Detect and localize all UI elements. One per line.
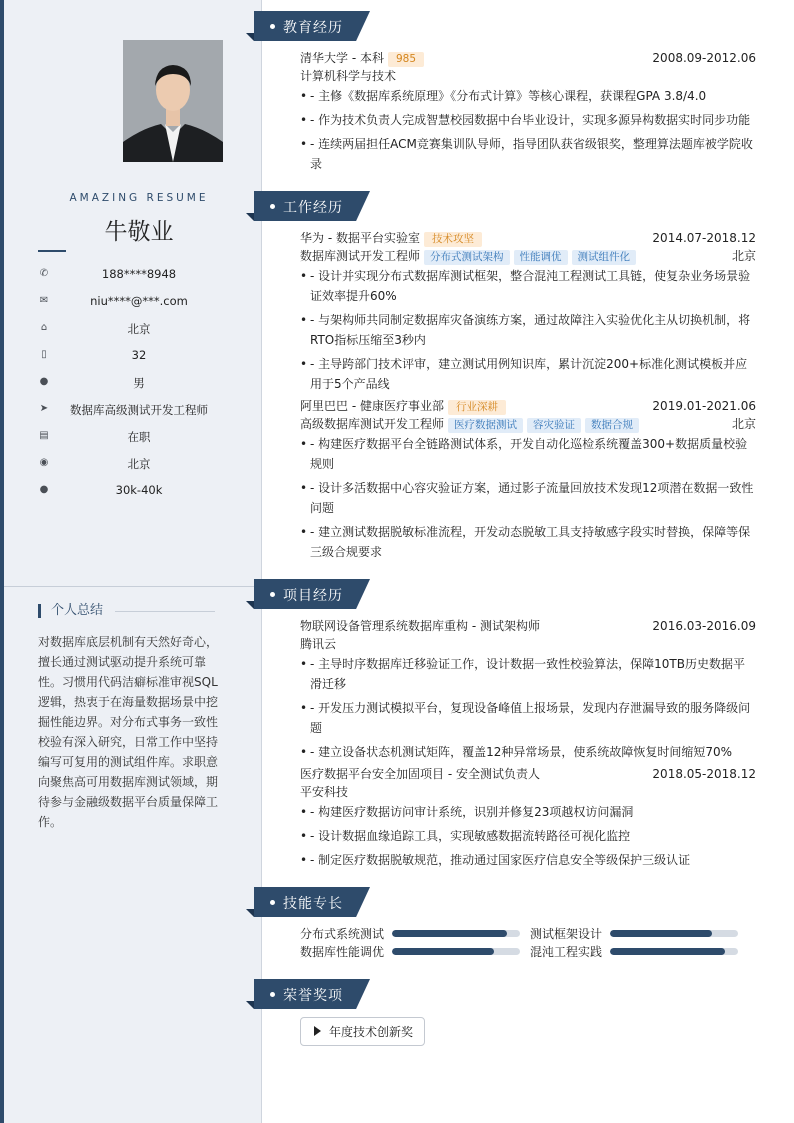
work-header xyxy=(300,398,756,415)
section-title: 教育经历 xyxy=(283,20,343,36)
section-header-projects xyxy=(246,579,376,613)
skill-tag: 医疗数据测试 xyxy=(448,418,523,433)
skill-label: 混沌工程实践 xyxy=(530,945,603,959)
project-org: 腾讯云 xyxy=(300,637,337,651)
project-title: 物联网设备管理系统数据库重构 - 测试架构师 xyxy=(300,619,540,633)
info-text: 男 xyxy=(133,376,145,390)
sidebar-divider xyxy=(4,586,261,587)
skill-bar xyxy=(392,948,520,955)
work-city: 北京 xyxy=(731,249,756,263)
contact-info-list xyxy=(36,263,246,506)
briefcase-icon: ▤ xyxy=(39,430,49,441)
job-title: 数据库测试开发工程师 xyxy=(300,249,421,263)
info-row-salary xyxy=(36,479,246,506)
company-tag: 行业深耕 xyxy=(448,400,506,415)
skill-bar xyxy=(610,948,738,955)
work-role-row xyxy=(300,248,756,265)
info-row-phone xyxy=(36,263,246,290)
skill-label: 数据库性能调优 xyxy=(300,945,385,959)
info-row-email xyxy=(36,290,246,317)
name-underline xyxy=(38,250,66,252)
info-row-position xyxy=(36,398,246,425)
skill-label: 测试框架设计 xyxy=(530,927,603,941)
job-title: 高级数据库测试开发工程师 xyxy=(300,417,445,431)
info-row-home xyxy=(36,317,246,344)
section-header-education xyxy=(246,11,376,45)
skill-label: 分布式系统测试 xyxy=(300,927,385,941)
info-row-gender xyxy=(36,371,246,398)
info-row-age xyxy=(36,344,246,371)
section-title: 技能专长 xyxy=(283,896,343,912)
summary-title-line xyxy=(115,611,215,612)
phone-icon: ✆ xyxy=(39,268,49,279)
education-date: 2008.09-2012.06 xyxy=(652,51,756,65)
company-tag: 技术攻坚 xyxy=(424,232,482,247)
project-org: 平安科技 xyxy=(300,785,349,799)
work-date: 2019.01-2021.06 xyxy=(652,399,756,413)
summary-text: 对数据库底层机制有天然好奇心，擅长通过测试驱动提升系统可靠性。习惯用代码洁癖标准审视SQL逻辑，热衷于在海量数据场景中挖掘性能边界。对分布式事务一致性校验有深入研究，日常工作中坚持编写可复用的测试组件库。求职意向聚焦高可用数据库测试领域，期待参与金融级数据平台质量保障工作。 xyxy=(38,635,219,829)
info-text: 在职 xyxy=(127,430,151,444)
home-icon: ⌂ xyxy=(40,322,48,333)
skill-tag: 容灾验证 xyxy=(527,418,581,433)
resume-page: AMAZING RESUME 牛敬业 ✆ 188****8948 ✉ niu****@***.com ⌂ 北京 ▯ 32 ● 男 ➤ 数据库高级测试开发工程师 ▤ 在职 ◉ 北京 ● 30k-40k 个人总结 对数据库底层机制有天然好奇心，擅长通过测试驱动提升系统可靠性。习惯用代码洁癖标准审视SQL逻辑，热衷于在海量数据场景中挖掘性能边界。对分布式事务一致性校验有深入研究，日常工作中坚持编写可复用的测试组件库。求职意向聚焦高可用数据库测试领域，期待参与金融级数据平台质量保障工作。 教育经历 清华大学 - 本科 985 2008.09-2012.06 计算机科学与技术 • - 主修《数据库系统原理》《分布式计算》等核心课程，获课程GPA 3.8/4.0 • - 作为技术负责人完成智慧校园数据中台毕业设计，实现多源异构数据实时同步功能 • - 连续两届担任ACM竞赛集训队导师，指导团队获省级银奖，整理算法题库被学院收录 工作经历 华为 - 数据平台实验室 技术攻坚 2014.07-2018.12 数据库测试开发工程师 分布式测试架构 性能调优 测试组件化 北京 • - 设计并实现分布式数据库测试框架，整合混沌工程测试工具链，使复杂业务场景验证效率提升60% • - 与架构师共同制定数据库灾备演练方案，通过故障注入实验优化主从切换机制，将RTO指标压缩至3秒内 • - 主导跨部门技术评审，建立测试用例知识库，累计沉淀200+标准化测试模板并应用于5个产品线 阿里巴巴 - 健康医疗事业部 行业深耕 2019.01-2021.06 高级数据库测试开发工程师 医疗数据测试 容灾验证 数据合规 北京 • - 构建医疗数据平台全链路测试体系，开发自动化巡检系统覆盖300+数据质量校验规则 • - 设计多活数据中心容灾验证方案，通过影子流量回放技术发现12项潜在数据一致性问题 • - 建立测试数据脱敏标准流程，开发动态脱敏工具支持敏感字段实时替换，保障等保三级合规要求 项目经历 物联网设备管理系统数据库重构 - 测试架构师 2016.03-2016.09 腾讯云 • - 主导时序数据库迁移验证工作，设计数据一致性校验算法，保障10TB历史数据平滑迁移 • - 开发压力测试模拟平台，复现设备峰值上报场景，发现内存泄漏导致的服务降级问题 • - 建立设备状态机测试矩阵，覆盖12种异常场景，使系统故障恢复时间缩短70% 医疗数据平台安全加固项目 - 安全测试负责人 2018.05-2018.12 平安科技 • - 构建医疗数据访问审计系统，识别并修复23项越权访问漏洞 • - 设计数据血缘追踪工具，实现敏感数据流转路径可视化监控 • - 制定医疗数据脱敏规范，推动通过国家医疗信息安全等级保护三级认证 技能专长 分布式系统测试 测试框架设计 数据库性能调优 混沌工程实践 荣誉奖项 年度技术创新奖 xyxy=(0,0,794,1123)
school-tag: 985 xyxy=(388,52,424,67)
info-text: 32 xyxy=(131,348,147,362)
section-header-awards xyxy=(246,979,376,1013)
info-text: 30k-40k xyxy=(115,483,163,497)
school-name: 清华大学 - 本科 xyxy=(300,51,384,65)
salary-icon: ● xyxy=(39,484,49,495)
work-city: 北京 xyxy=(731,417,756,431)
section-header-skills xyxy=(246,887,376,921)
info-row-status xyxy=(36,425,246,452)
info-text: 北京 xyxy=(127,457,151,471)
project-title: 医疗数据平台安全加固项目 - 安全测试负责人 xyxy=(300,767,540,781)
work-role-row xyxy=(300,416,756,433)
education-major: 计算机科学与技术 xyxy=(300,69,397,83)
skill-tag: 测试组件化 xyxy=(572,250,637,265)
resume-tagline: AMAZING RESUME xyxy=(69,192,209,204)
award-label: 年度技术创新奖 xyxy=(329,1025,414,1039)
send-icon: ➤ xyxy=(39,403,49,414)
skill-tag: 分布式测试架构 xyxy=(424,250,510,265)
sidebar-accent-bar xyxy=(0,0,4,1123)
cake-icon: ▯ xyxy=(41,349,47,360)
candidate-name: 牛敬业 xyxy=(104,219,174,245)
info-text: 188****8948 xyxy=(101,267,177,281)
section-title: 荣誉奖项 xyxy=(283,988,343,1004)
work-header xyxy=(300,230,756,247)
skill-tag: 性能调优 xyxy=(514,250,568,265)
company-name: 华为 - 数据平台实验室 xyxy=(300,231,420,245)
skill-bar xyxy=(610,930,738,937)
section-title: 项目经历 xyxy=(283,588,343,604)
summary-title: 个人总结 xyxy=(38,604,103,618)
play-icon xyxy=(314,1026,321,1036)
location-icon: ◉ xyxy=(39,457,49,468)
company-name: 阿里巴巴 - 健康医疗事业部 xyxy=(300,399,444,413)
project-header xyxy=(300,618,756,634)
info-row-location xyxy=(36,452,246,479)
section-title: 工作经历 xyxy=(283,200,343,216)
info-text: 数据库高级测试开发工程师 xyxy=(70,403,208,417)
profile-photo xyxy=(123,40,223,162)
sidebar xyxy=(0,0,262,1123)
project-date: 2018.05-2018.12 xyxy=(652,767,756,781)
info-text: 北京 xyxy=(127,322,151,336)
project-date: 2016.03-2016.09 xyxy=(652,619,756,633)
info-text: niu****@***.com xyxy=(90,294,188,308)
award-item-button[interactable] xyxy=(300,1017,425,1046)
section-header-work xyxy=(246,191,376,225)
mail-icon: ✉ xyxy=(39,295,49,306)
work-date: 2014.07-2018.12 xyxy=(652,231,756,245)
gender-icon: ● xyxy=(39,376,49,387)
project-header xyxy=(300,766,756,782)
skill-tag: 数据合规 xyxy=(585,418,639,433)
education-header xyxy=(300,50,756,67)
skill-bar xyxy=(392,930,520,937)
